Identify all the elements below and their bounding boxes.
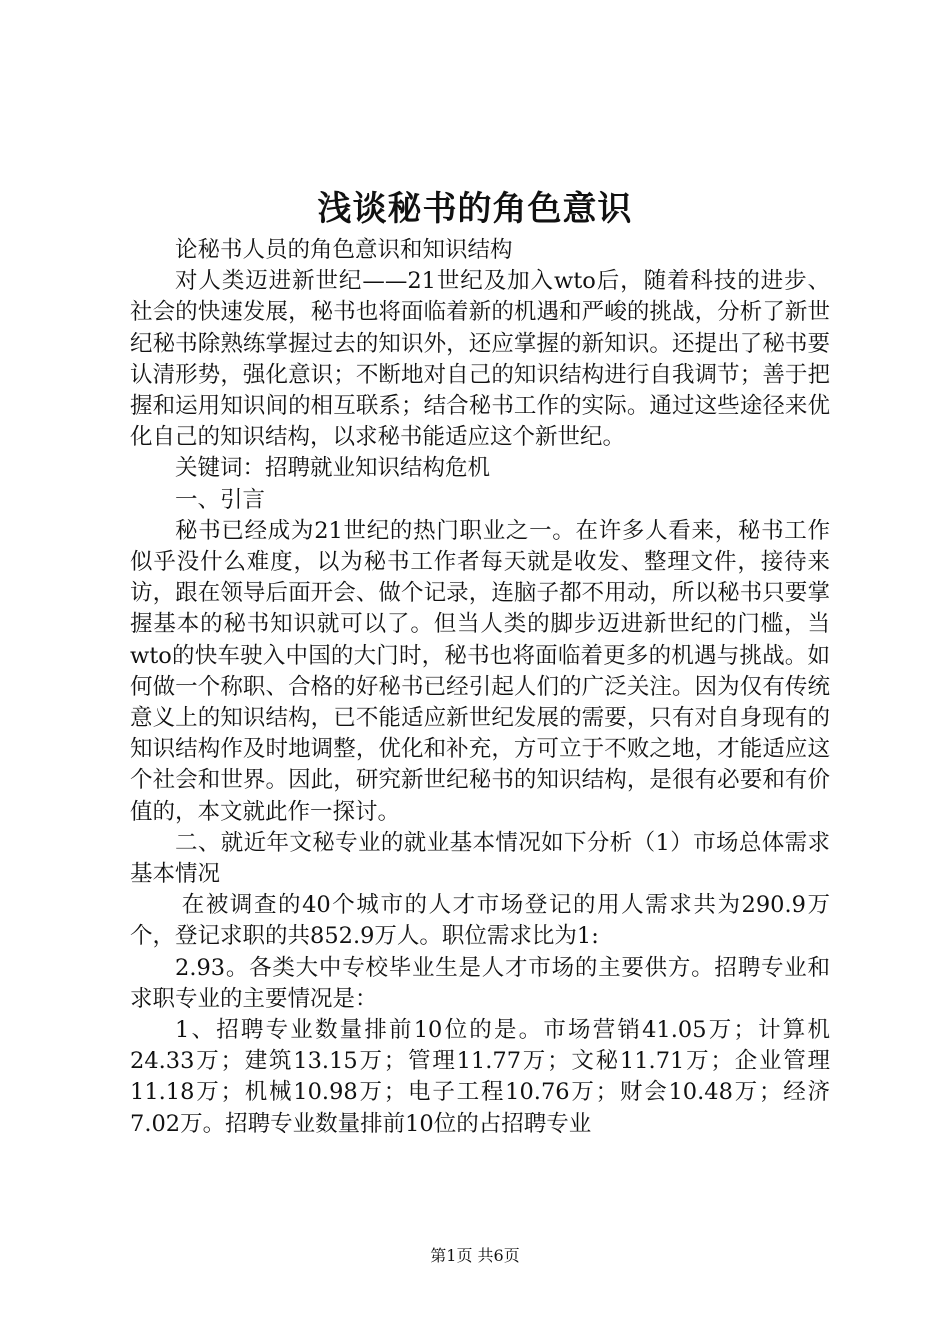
paragraph-introduction: 秘书已经成为21世纪的热门职业之一。在许多人看来，秘书工作似乎没什么难度，以为秘书工作者每天就是收发、整理文件，接待来访，跟在领导后面开会、做个记录，连脑子都不用动，所以秘书只要掌握基本的秘书知识就可以了。但当人类的脚步迈进新世纪的门槛，当wto的快车驶入中国的大门时，秘书也将面临着更多的机遇与挑战。如何做一个称职、合格的好秘书已经引起人们的广泛关注。因为仅有传统意义上的知识结构，已不能适应新世纪发展的需要，只有对自身现有的知识结构作及时地调整，优化和补充，方可立于不败之地，才能适应这个社会和世界。因此，研究新世纪秘书的知识结构，是很有必要和有价值的，本文就此作一探讨。 bbox=[130, 517, 830, 825]
paragraph-top-ten: 1、招聘专业数量排前10位的是。市场营销41.05万；计算机24.33万；建筑13.15万；管理11.77万；文秘11.71万；企业管理11.18万；机械10.98万；电子工程10.76万；财会10.48万；经济7.02万。招聘专业数量排前10位的占招聘专业 bbox=[130, 1017, 830, 1137]
page-footer: 第1页 共6页 bbox=[430, 1246, 520, 1265]
paragraph-keywords: 关键词：招聘就业知识结构危机 bbox=[175, 455, 491, 482]
section-heading-introduction: 一、引言 bbox=[175, 486, 266, 513]
page-title: 浅谈秘书的角色意识 bbox=[317, 189, 633, 229]
paragraph-abstract: 对人类迈进新世纪——21世纪及加入wto后，随着科技的进步、社会的快速发展，秘书也将面临着新的机遇和严峻的挑战，分析了新世纪秘书除熟练掌握过去的知识外，还应掌握的新知识。还提出了秘书要认清形势，强化意识；不断地对自己的知识结构进行自我调节；善于把握和运用知识间的相互联系；结合秘书工作的实际。通过这些途径来优化自己的知识结构，以求秘书能适应这个新世纪。 bbox=[130, 268, 830, 451]
paragraph-ratio: 2.93。各类大中专校毕业生是人才市场的主要供方。招聘专业和求职专业的主要情况是： bbox=[130, 954, 830, 1012]
paragraph-survey: 在被调查的40个城市的人才市场登记的用人需求共为290.9万个，登记求职的共852.9万人。职位需求比为1: bbox=[130, 892, 830, 950]
section-heading-employment: 二、就近年文秘专业的就业基本情况如下分析（1）市场总体需求基本情况 bbox=[130, 829, 830, 888]
document-body bbox=[130, 235, 830, 1140]
paragraph-subtitle: 论秘书人员的角色意识和知识结构 bbox=[175, 237, 513, 263]
